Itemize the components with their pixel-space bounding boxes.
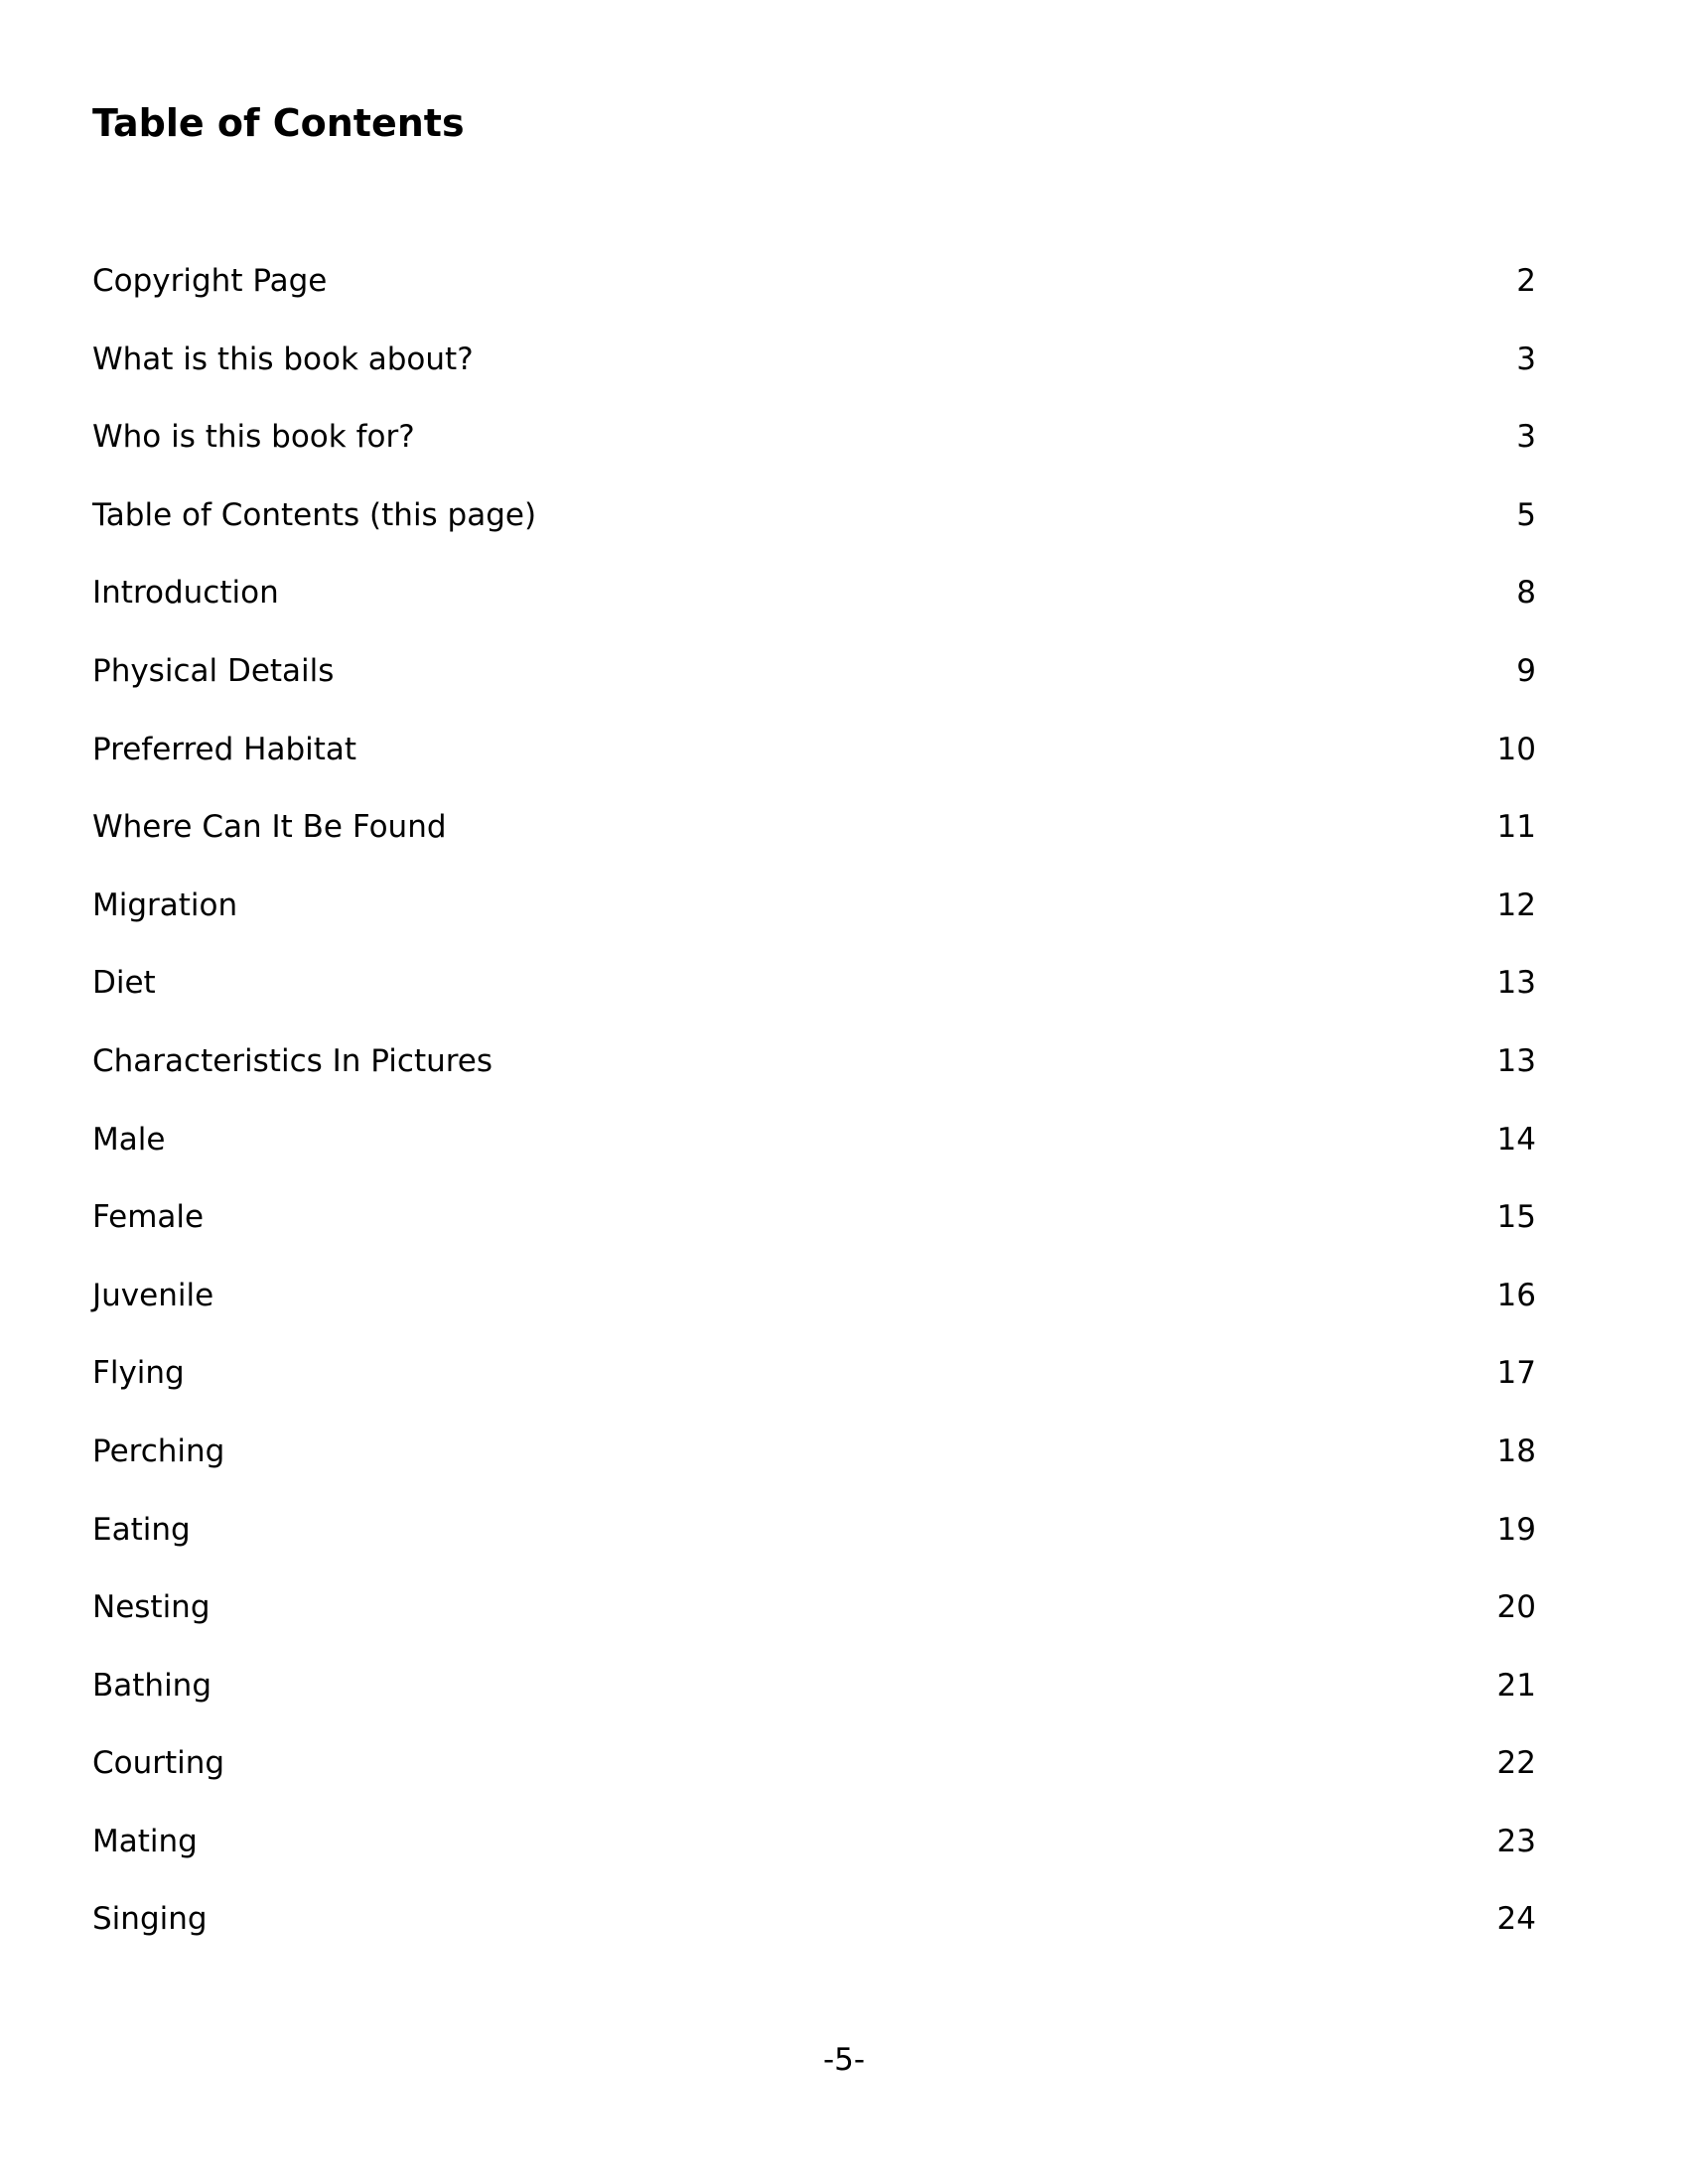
- toc-entry-label: Where Can It Be Found: [92, 809, 447, 846]
- toc-entry-label: Flying: [92, 1355, 185, 1392]
- toc-entry-page-number: 13: [1496, 965, 1536, 1002]
- toc-entry-label: Female: [92, 1199, 205, 1236]
- toc-entry-label: Diet: [92, 965, 156, 1002]
- toc-entry-label: Preferred Habitat: [92, 731, 357, 767]
- toc-entry-introduction[interactable]: [92, 568, 1536, 646]
- toc-entry-what-is-this-book-about[interactable]: [92, 335, 1536, 413]
- toc-entry-label: Physical Details: [92, 652, 335, 689]
- toc-entry-page-number: 10: [1496, 731, 1536, 767]
- toc-entry-label: What is this book about?: [92, 341, 474, 377]
- toc-entry-page-number: 3: [1516, 341, 1536, 377]
- toc-entry-page-number: 14: [1496, 1121, 1536, 1158]
- toc-entry-label: Juvenile: [92, 1277, 214, 1313]
- toc-entry-page-number: 13: [1496, 1042, 1536, 1079]
- toc-entry-courting[interactable]: [92, 1738, 1536, 1817]
- toc-entry-page-number: 9: [1516, 652, 1536, 689]
- toc-entry-bathing[interactable]: [92, 1661, 1536, 1739]
- toc-entry-juvenile[interactable]: [92, 1271, 1536, 1349]
- footer-page-number: -5-: [822, 2042, 866, 2078]
- toc-entry-page-number: 12: [1496, 887, 1536, 923]
- toc-entry-perching[interactable]: [92, 1427, 1536, 1505]
- toc-entry-physical-details[interactable]: [92, 646, 1536, 725]
- toc-entry-label: Migration: [92, 887, 238, 923]
- toc-entry-label: Who is this book for?: [92, 419, 415, 456]
- toc-entry-who-is-this-book-for[interactable]: [92, 412, 1536, 490]
- toc-entry-migration[interactable]: [92, 881, 1536, 959]
- toc-entry-label: Bathing: [92, 1667, 212, 1704]
- toc-entry-copyright-page[interactable]: [92, 256, 1536, 335]
- toc-entry-page-number: 23: [1496, 1823, 1536, 1859]
- toc-entry-page-number: 15: [1496, 1199, 1536, 1236]
- toc-entry-label: Mating: [92, 1823, 198, 1859]
- toc-entry-page-number: 21: [1496, 1667, 1536, 1704]
- toc-entry-where-can-it-be-found[interactable]: [92, 802, 1536, 881]
- toc-entry-page-number: 18: [1496, 1433, 1536, 1469]
- toc-entry-page-number: 24: [1496, 1901, 1536, 1938]
- toc-entry-page-number: 16: [1496, 1277, 1536, 1313]
- toc-entry-diet[interactable]: [92, 958, 1536, 1036]
- toc-entry-page-number: 3: [1516, 419, 1536, 456]
- toc-entry-label: Perching: [92, 1433, 225, 1469]
- toc-entry-label: Male: [92, 1121, 166, 1158]
- toc-entry-preferred-habitat[interactable]: [92, 725, 1536, 803]
- toc-entry-singing[interactable]: [92, 1894, 1536, 1973]
- toc-entry-label: Nesting: [92, 1589, 211, 1626]
- toc-entry-label: Table of Contents (this page): [92, 496, 537, 533]
- toc-entry-mating[interactable]: [92, 1817, 1536, 1895]
- table-of-contents: [92, 256, 1536, 1973]
- toc-entry-page-number: 8: [1516, 575, 1536, 612]
- toc-entry-nesting[interactable]: [92, 1582, 1536, 1661]
- toc-entry-page-number: 2: [1516, 263, 1536, 299]
- toc-entry-female[interactable]: [92, 1192, 1536, 1271]
- page-title: Table of Contents: [92, 101, 465, 145]
- toc-entry-eating[interactable]: [92, 1505, 1536, 1583]
- toc-entry-label: Introduction: [92, 575, 279, 612]
- toc-entry-page-number: 5: [1516, 496, 1536, 533]
- toc-entry-characteristics-in-pictures[interactable]: [92, 1036, 1536, 1115]
- toc-entry-page-number: 17: [1496, 1355, 1536, 1392]
- toc-entry-label: Singing: [92, 1901, 208, 1938]
- toc-entry-flying[interactable]: [92, 1348, 1536, 1427]
- toc-entry-table-of-contents[interactable]: [92, 490, 1536, 569]
- toc-entry-page-number: 20: [1496, 1589, 1536, 1626]
- toc-entry-male[interactable]: [92, 1115, 1536, 1193]
- toc-entry-label: Characteristics In Pictures: [92, 1042, 493, 1079]
- toc-entry-page-number: 19: [1496, 1511, 1536, 1548]
- toc-entry-label: Courting: [92, 1745, 225, 1782]
- toc-entry-page-number: 22: [1496, 1745, 1536, 1782]
- toc-entry-label: Eating: [92, 1511, 191, 1548]
- toc-entry-label: Copyright Page: [92, 263, 328, 299]
- toc-entry-page-number: 11: [1496, 809, 1536, 846]
